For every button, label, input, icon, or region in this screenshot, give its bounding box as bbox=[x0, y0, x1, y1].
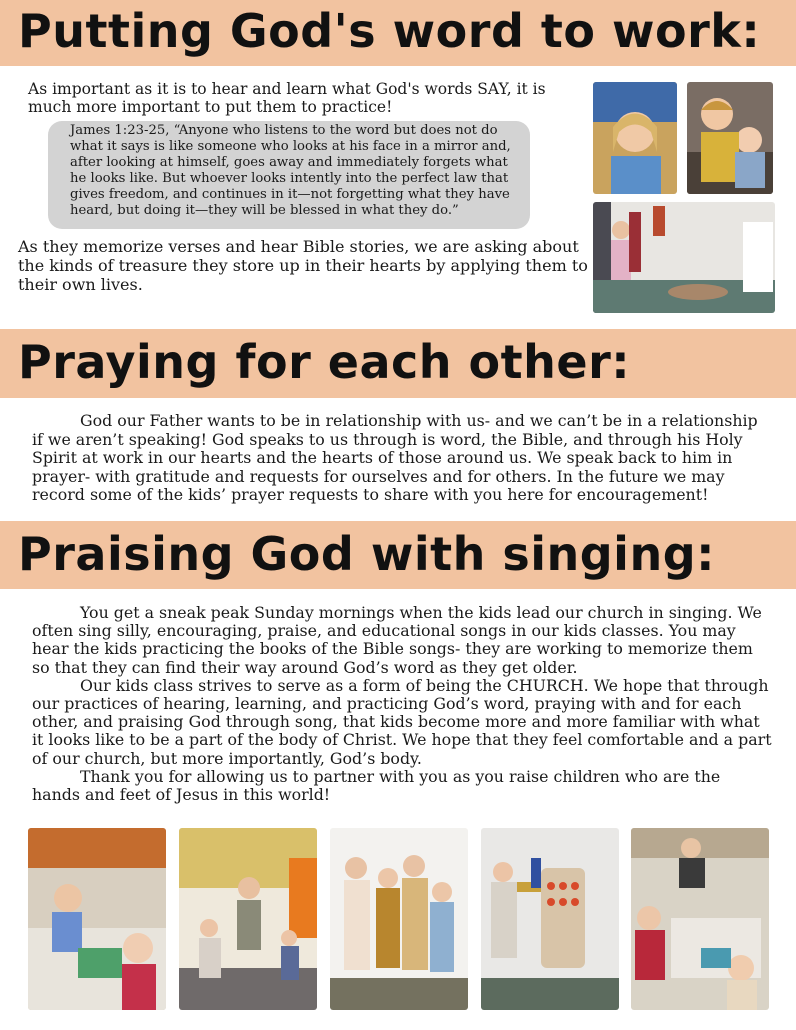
photo-kids-costumes-classroom bbox=[179, 828, 317, 1010]
photo-kids-crafting bbox=[28, 828, 166, 1010]
section-banner-praising bbox=[0, 521, 796, 589]
photo-boy-with-baby bbox=[687, 82, 773, 194]
section2-body: God our Father wants to be in relationship with us- and we can’t be in a relationship if we aren’t speaking! God speaks to us through is word, the Bible, and through his Holy Spirit at work in our hearts and the hearts of those around us. We speak back to him in prayer- with gratitude and requests for ourselves and for others. In the future we may record some of the kids’ prayer requests to share with you here for encouragement! bbox=[32, 411, 758, 504]
section-title: Praising God with singing: bbox=[18, 527, 716, 581]
paragraph: You get a sneak peak Sunday mornings when the kids lead our church in singing. We often sing silly, encouraging, praise, and educational songs in our kids classes. You may hear the kids practicing the books of the Bible songs- they are working to memorize them so that they can find their way around God’s word as they get older. bbox=[32, 603, 762, 677]
photo-kids-trumpet bbox=[481, 828, 619, 1010]
intro-text: As important as it is to hear and learn what God's words SAY, it is much more important to put them to practice! bbox=[28, 80, 546, 116]
photo-girl-smiling bbox=[593, 82, 677, 194]
section-banner-praying bbox=[0, 329, 796, 398]
photo-kids-table-activity bbox=[631, 828, 769, 1010]
paragraph: Thank you for allowing us to partner with you as you raise children who are the hands and feet of Jesus in this world! bbox=[32, 766, 721, 805]
section-title: Putting God's word to work: bbox=[18, 4, 761, 58]
scripture-quote: James 1:23-25, “Anyone who listens to the word but does not do what it says is like someone who looks at his face in a mirror and, after looking at himself, goes away and immediately forgets what he looks like. But whoever looks intently into the perfect law that gives freedom, and continues in it—not forgetting what they have heard, but doing it—they will be blessed in what they do.” bbox=[48, 121, 530, 229]
section1-body: As they memorize verses and hear Bible stories, we are asking about the kinds of treasure they store up in their hearts by applying them to their own lives. bbox=[18, 237, 588, 294]
section-title: Praying for each other: bbox=[18, 335, 631, 389]
section3-body bbox=[32, 604, 772, 804]
paragraph: Our kids class strives to serve as a form of being the CHURCH. We hope that through our practices of hearing, learning, and practicing God’s word, praying with and for each other, and praising God through song, that kids become more and more familiar with what it looks like to be a part of the body of Christ. We hope that they feel comfortable and a part of our church, but more importantly, God’s body. bbox=[32, 675, 772, 768]
photo-kids-classroom-play bbox=[593, 202, 775, 313]
photo-kids-bible-costumes bbox=[330, 828, 468, 1010]
section-banner-putting-word-to-work bbox=[0, 0, 796, 66]
